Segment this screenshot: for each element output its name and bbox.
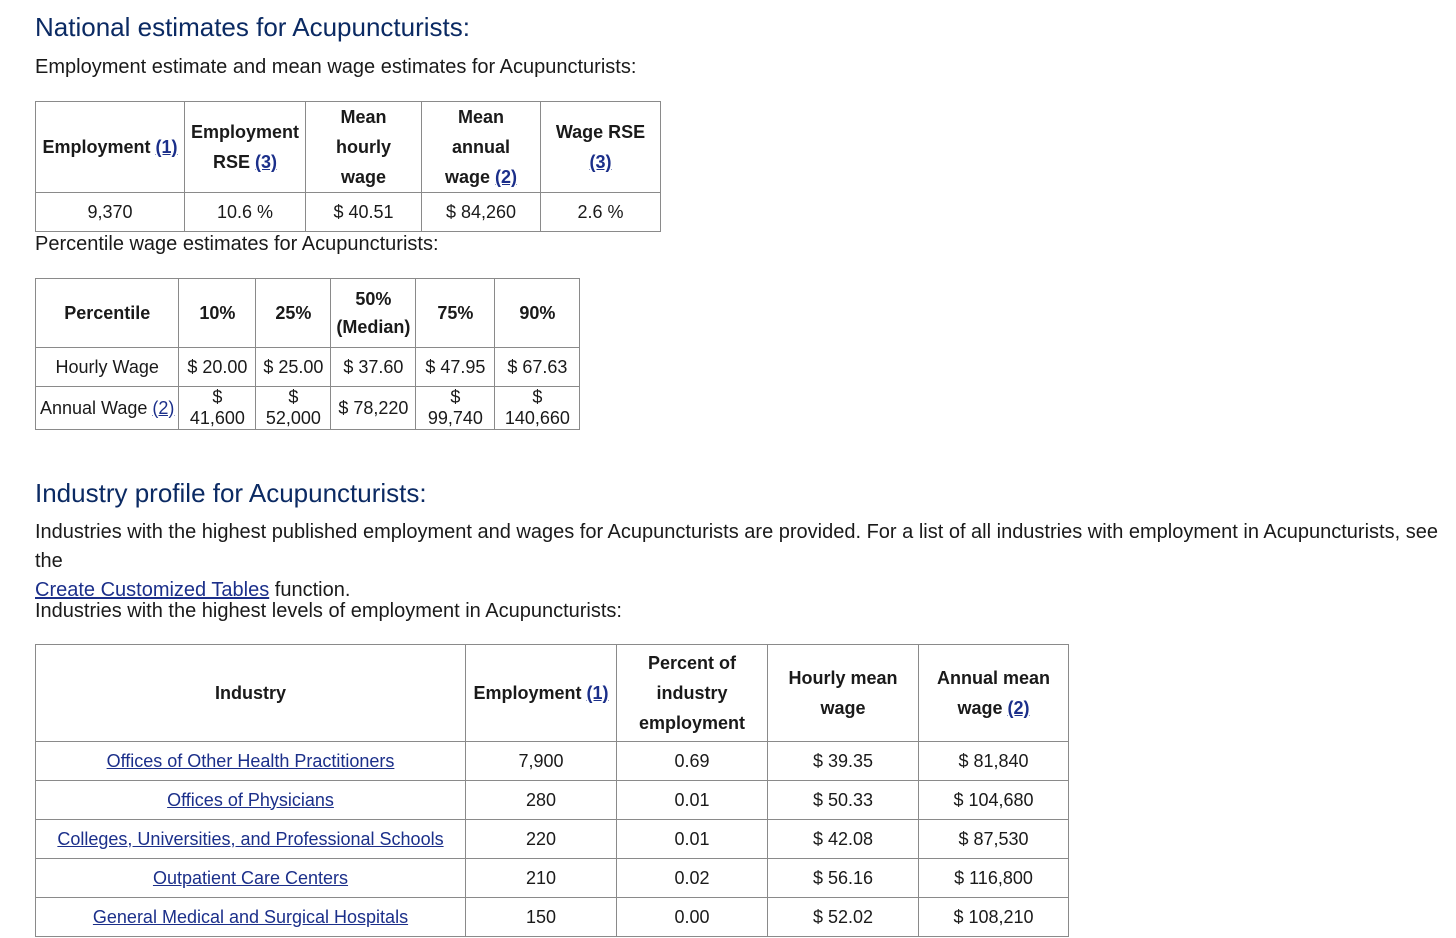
percent-header-l1: Percent of — [647, 653, 737, 673]
footnote-1-link[interactable]: (1) — [586, 683, 609, 703]
employment-header — [466, 645, 617, 742]
table-row — [36, 387, 580, 430]
table-row — [36, 859, 1069, 898]
industry-cell — [36, 781, 466, 820]
table-header-row — [36, 279, 580, 348]
percent-cell: 0.00 — [617, 898, 768, 937]
hourly-p90: $ 67.63 — [495, 348, 580, 387]
hourly-p75: $ 47.95 — [416, 348, 495, 387]
p25-header: 25% — [256, 279, 331, 348]
national-estimates-table — [35, 101, 661, 232]
p75-header: 75% — [416, 279, 495, 348]
mean-annual-wage-header — [422, 102, 541, 193]
percent-industry-employment-header — [617, 645, 768, 742]
employment-cell: 220 — [466, 820, 617, 859]
industry-link[interactable]: Colleges, Universities, and Professional Schools — [57, 828, 444, 849]
percent-cell: 0.01 — [617, 781, 768, 820]
industry-intro-text: Industries with the highest published employment and wages for Acupuncturists are provided. For a list of all industries with employment in Acupuncturists, see the — [35, 521, 1438, 572]
industry-cell — [36, 820, 466, 859]
employment-value: 9,370 — [36, 193, 185, 232]
footnote-2-link[interactable]: (2) — [1007, 698, 1030, 718]
annual-cell: $ 108,210 — [919, 898, 1069, 937]
percent-header-l2: industry — [656, 683, 728, 703]
wage-rse-value: 2.6 % — [541, 193, 661, 232]
table-row — [36, 781, 1069, 820]
national-estimates-heading: National estimates for Acupuncturists: — [35, 12, 470, 42]
percentile-wage-table — [35, 278, 580, 430]
annual-wage-label-text: Annual Wage — [40, 397, 148, 418]
employment-rse-header-l1: Employment — [190, 122, 300, 142]
industry-employment-table — [35, 644, 1069, 937]
percent-cell: 0.69 — [617, 742, 768, 781]
footnote-1-link[interactable]: (1) — [155, 137, 178, 157]
table-row — [36, 742, 1069, 781]
hourly-mean-wage-header — [768, 645, 919, 742]
p90-header: 90% — [495, 279, 580, 348]
percentile-header: Percentile — [36, 279, 179, 348]
table-row — [36, 348, 580, 387]
industry-profile-heading: Industry profile for Acupuncturists: — [35, 478, 427, 508]
industry-levels-intro: Industries with the highest levels of employment in Acupuncturists: — [35, 600, 622, 622]
p50-header — [331, 279, 416, 348]
wage-rse-header-label: Wage RSE — [555, 122, 646, 142]
percent-cell: 0.02 — [617, 859, 768, 898]
employment-header — [36, 102, 185, 193]
p50-header-l2: (Median) — [336, 317, 411, 337]
table-header-row — [36, 102, 661, 193]
annual-p10: $ 41,600 — [179, 387, 256, 430]
annual-cell: $ 104,680 — [919, 781, 1069, 820]
industry-intro-suffix: function. — [274, 579, 351, 601]
employment-rse-value: 10.6 % — [185, 193, 306, 232]
mean-hourly-wage-header — [306, 102, 422, 193]
industry-link[interactable]: Offices of Physicians — [167, 789, 334, 810]
hourly-header-l1: Hourly mean — [788, 668, 898, 688]
footnote-3-link[interactable]: (3) — [255, 152, 278, 172]
table-row — [36, 193, 661, 232]
hourly-p50: $ 37.60 — [331, 348, 416, 387]
hourly-cell: $ 56.16 — [768, 859, 919, 898]
industry-cell — [36, 898, 466, 937]
annual-cell: $ 116,800 — [919, 859, 1069, 898]
employment-header-label: Employment — [473, 683, 582, 703]
table-row — [36, 820, 1069, 859]
hourly-cell: $ 52.02 — [768, 898, 919, 937]
annual-p75: $ 99,740 — [416, 387, 495, 430]
percent-header-l3: employment — [638, 713, 746, 733]
annual-mean-wage-header — [919, 645, 1069, 742]
national-estimates-intro: Employment estimate and mean wage estimates for Acupuncturists: — [35, 56, 637, 78]
industry-header: Industry — [36, 645, 466, 742]
industry-link[interactable]: General Medical and Surgical Hospitals — [92, 906, 409, 927]
annual-p90: $ 140,660 — [495, 387, 580, 430]
hourly-cell: $ 50.33 — [768, 781, 919, 820]
hourly-cell: $ 42.08 — [768, 820, 919, 859]
employment-header-label: Employment — [42, 137, 151, 157]
hourly-header-l2: wage — [820, 698, 866, 718]
footnote-2-link[interactable]: (2) — [495, 167, 518, 187]
table-header-row — [36, 645, 1069, 742]
employment-cell: 150 — [466, 898, 617, 937]
annual-header-l2: wage — [957, 698, 1003, 718]
annual-header-l1: Annual mean — [936, 668, 1051, 688]
employment-cell: 7,900 — [466, 742, 617, 781]
table-row — [36, 898, 1069, 937]
annual-p25: $ 52,000 — [256, 387, 331, 430]
mean-hourly-header-l1: Mean hourly — [335, 107, 391, 157]
hourly-p10: $ 20.00 — [179, 348, 256, 387]
p50-header-l1: 50% — [355, 289, 392, 309]
create-customized-tables-link[interactable]: Create Customized Tables — [35, 579, 270, 601]
hourly-p25: $ 25.00 — [256, 348, 331, 387]
footnote-2-link[interactable]: (2) — [152, 397, 175, 418]
percent-cell: 0.01 — [617, 820, 768, 859]
annual-p50: $ 78,220 — [331, 387, 416, 430]
employment-rse-header — [185, 102, 306, 193]
industry-cell — [36, 742, 466, 781]
employment-rse-header-l2: RSE — [212, 152, 250, 172]
mean-annual-wage-value: $ 84,260 — [422, 193, 541, 232]
mean-hourly-header-l2: wage — [340, 167, 387, 187]
p10-header: 10% — [179, 279, 256, 348]
industry-profile-intro — [35, 518, 1450, 605]
wage-rse-header — [541, 102, 661, 193]
annual-cell: $ 81,840 — [919, 742, 1069, 781]
mean-hourly-wage-value: $ 40.51 — [306, 193, 422, 232]
employment-cell: 210 — [466, 859, 617, 898]
annual-wage-label — [36, 387, 179, 430]
hourly-wage-label: Hourly Wage — [36, 348, 179, 387]
mean-annual-header-l1: Mean annual — [451, 107, 510, 157]
annual-cell: $ 87,530 — [919, 820, 1069, 859]
footnote-3-link[interactable]: (3) — [589, 152, 612, 172]
industry-link[interactable]: Offices of Other Health Practitioners — [106, 750, 395, 771]
mean-annual-header-l2: wage — [444, 167, 490, 187]
industry-cell — [36, 859, 466, 898]
employment-cell: 280 — [466, 781, 617, 820]
hourly-cell: $ 39.35 — [768, 742, 919, 781]
percentile-intro: Percentile wage estimates for Acupuncturists: — [35, 233, 439, 255]
industry-link[interactable]: Outpatient Care Centers — [152, 867, 349, 888]
